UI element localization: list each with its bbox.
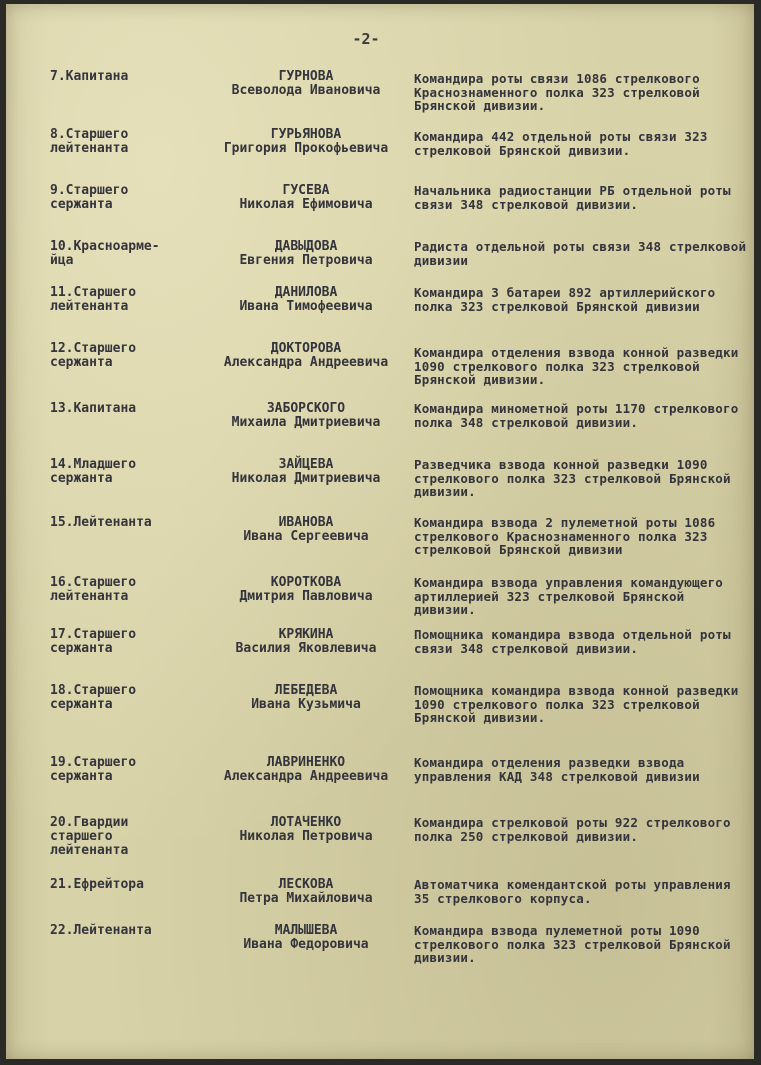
given-names: Евгения Петровича [239, 253, 373, 268]
surname: ДАВЫДОВА [274, 239, 338, 254]
surname: ДОКТОРОВА [270, 341, 342, 356]
person-name [196, 128, 416, 156]
given-names: Александра Андреевича [223, 355, 389, 370]
person-name [196, 756, 416, 784]
position-description: Помощника командира взвода отдельной роты связи 348 стрелковой дивизии. [414, 627, 731, 656]
person-name [196, 286, 416, 314]
surname: ЛЕСКОВА [278, 877, 334, 892]
person-name [196, 458, 416, 486]
person-name [196, 184, 416, 212]
person-name [196, 684, 416, 712]
rank-label: 20.Гвардии старшего лейтенанта [50, 815, 129, 858]
surname: ГУРЬЯНОВА [270, 127, 342, 142]
rank-label: 11.Старшего лейтенанта [50, 285, 137, 314]
position-description: Командира отделения взвода конной разведки 1090 стрелкового полка 323 стрелковой Брянской дивизии. [414, 345, 739, 388]
rank-label: 7.Капитана [50, 69, 129, 84]
given-names: Ивана Тимофеевича [239, 299, 373, 314]
surname: МАЛЫШЕВА [274, 923, 338, 938]
position-description: Командира минометной роты 1170 стрелкового полка 348 стрелковой дивизии. [414, 401, 739, 430]
page-number: -2- [352, 30, 380, 48]
given-names: Всеволода Ивановича [231, 83, 381, 98]
position-description: Командира 442 отдельной роты связи 323 стрелковой Брянской дивизии. [414, 129, 708, 158]
surname: ИВАНОВА [278, 515, 334, 530]
given-names: Николая Дмитриевича [231, 471, 381, 486]
position-description: Помощника командира взвода конной разведки 1090 стрелкового полка 323 стрелковой Брянской дивизии. [414, 683, 739, 726]
rank-label: 9.Старшего сержанта [50, 183, 129, 212]
given-names: Ивана Федоровича [243, 937, 369, 952]
surname: КРЯКИНА [278, 627, 334, 642]
rank-label: 17.Старшего сержанта [50, 627, 137, 656]
rank-label: 15.Лейтенанта [50, 515, 152, 530]
person-name [196, 816, 416, 844]
surname: ГУСЕВА [282, 183, 330, 198]
position-description: Командира взвода управления командующего артиллерией 323 стрелковой Брянской дивизии. [414, 575, 724, 618]
given-names: Николая Петровича [239, 829, 373, 844]
position-description: Командира 3 батареи 892 артиллерийского полка 323 стрелковой Брянской дивизии [414, 285, 716, 314]
rank-label: 12.Старшего сержанта [50, 341, 137, 370]
given-names: Григория Прокофьевича [223, 141, 389, 156]
position-description: Командира взвода 2 пулеметной роты 1086 стрелкового Краснознаменного полка 323 стрелковой Брянской дивизии [414, 515, 716, 558]
position-description: Начальника радиостанции РБ отдельной роты связи 348 стрелковой дивизии. [414, 183, 731, 212]
position-description: Разведчика взвода конной разведки 1090 стрелкового полка 323 стрелковой Брянской дивизии. [414, 457, 731, 500]
surname: ЛЕБЕДЕВА [274, 683, 338, 698]
position-description: Автоматчика комендантской роты управления 35 стрелкового корпуса. [414, 877, 731, 906]
given-names: Василия Яковлевича [235, 641, 377, 656]
person-name [196, 402, 416, 430]
person-name [196, 576, 416, 604]
given-names: Михаила Дмитриевича [231, 415, 381, 430]
rank-label: 13.Капитана [50, 401, 137, 416]
given-names: Петра Михайловича [239, 891, 373, 906]
given-names: Ивана Сергеевича [243, 529, 369, 544]
document-page [6, 4, 754, 1059]
position-description: Командира стрелковой роты 922 стрелкового полка 250 стрелковой дивизии. [414, 815, 731, 844]
surname: ЗАБОРСКОГО [266, 401, 346, 416]
person-name [196, 878, 416, 906]
rank-label: 18.Старшего сержанта [50, 683, 137, 712]
person-name [196, 516, 416, 544]
position-description: Командира отделения разведки взвода управления КАД 348 стрелковой дивизии [414, 755, 700, 784]
person-name [196, 342, 416, 370]
position-description: Командира взвода пулеметной роты 1090 стрелкового полка 323 стрелковой Брянской дивизии. [414, 923, 731, 966]
surname: ГУРНОВА [278, 69, 334, 84]
person-name [196, 70, 416, 98]
rank-label: 21.Ефрейтора [50, 877, 144, 892]
rank-label: 19.Старшего сержанта [50, 755, 137, 784]
position-description: Радиста отдельной роты связи 348 стрелковой дивизии [414, 239, 747, 268]
rank-label: 16.Старшего лейтенанта [50, 575, 137, 604]
surname: ЛАВРИНЕНКО [266, 755, 346, 770]
given-names: Дмитрия Павловича [239, 589, 373, 604]
given-names: Николая Ефимовича [239, 197, 373, 212]
rank-label: 14.Младшего сержанта [50, 457, 137, 486]
person-name [196, 240, 416, 268]
rank-label: 22.Лейтенанта [50, 923, 152, 938]
given-names: Александра Андреевича [223, 769, 389, 784]
rank-label: 10.Красноарме- йца [50, 239, 160, 268]
surname: ДАНИЛОВА [274, 285, 338, 300]
surname: КОРОТКОВА [270, 575, 342, 590]
position-description: Командира роты связи 1086 стрелкового Краснознаменного полка 323 стрелковой Брянской дивизии. [414, 71, 700, 114]
surname: ЛОТАЧЕНКО [270, 815, 342, 830]
given-names: Ивана Кузьмича [251, 697, 361, 712]
person-name [196, 924, 416, 952]
person-name [196, 628, 416, 656]
surname: ЗАЙЦЕВА [278, 457, 334, 472]
rank-label: 8.Старшего лейтенанта [50, 127, 129, 156]
